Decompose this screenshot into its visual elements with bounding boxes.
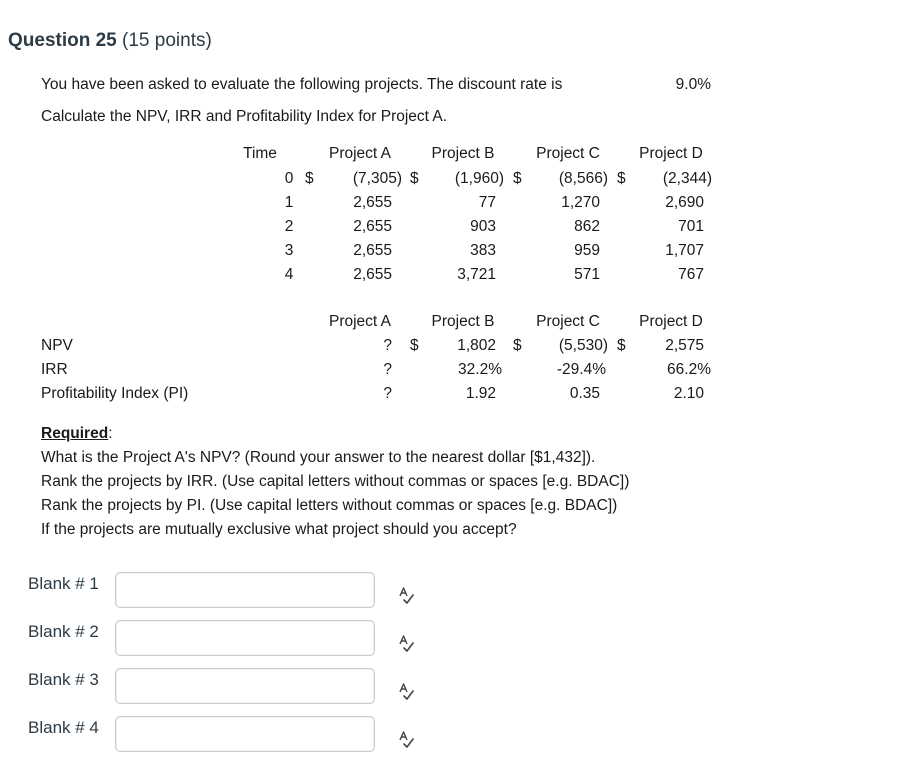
metric-cell: ? xyxy=(383,385,392,402)
cf-cell: 3,721 xyxy=(457,266,496,283)
cf-time: 0 xyxy=(284,170,294,187)
cf-cell: (8,566) xyxy=(558,170,608,187)
cf-header-b: Project B xyxy=(431,145,495,162)
spellcheck-icon[interactable] xyxy=(396,633,416,653)
required-line-4: If the projects are mutually exclusive what project should you accept? xyxy=(41,521,517,538)
metric-cell: ? xyxy=(383,337,392,354)
cf-header-d: Project D xyxy=(639,145,703,162)
blank-input-4[interactable] xyxy=(115,716,375,752)
question-title xyxy=(8,30,212,52)
cf-cell: (1,960) xyxy=(454,170,504,187)
cf-cell: 1,270 xyxy=(561,194,600,211)
question-points: (15 points) xyxy=(122,30,212,51)
required-heading-wrap xyxy=(41,425,113,443)
required-colon: : xyxy=(108,425,113,442)
time-header: Time xyxy=(243,145,277,162)
spellcheck-icon[interactable] xyxy=(396,585,416,605)
cf-cell: (7,305) xyxy=(352,170,402,187)
cf-cell: 701 xyxy=(678,218,704,235)
blank-input-1[interactable] xyxy=(115,572,375,608)
metric-header-b: Project B xyxy=(431,313,495,330)
cf-cell: 2,655 xyxy=(353,194,392,211)
required-line-3: Rank the projects by PI. (Use capital letters without commas or spaces [e.g. BDAC]) xyxy=(41,497,618,514)
question-number: Question 25 xyxy=(8,30,117,51)
required-line-2: Rank the projects by IRR. (Use capital letters without commas or spaces [e.g. BDAC]) xyxy=(41,473,630,490)
blank-input-3[interactable] xyxy=(115,668,375,704)
cf-dollar: $ xyxy=(410,170,419,187)
cf-cell: 2,655 xyxy=(353,242,392,259)
cf-dollar: $ xyxy=(513,170,522,187)
cf-cell: (2,344) xyxy=(662,170,712,187)
metric-label-pi: Profitability Index (PI) xyxy=(41,385,189,402)
cf-cell: 2,690 xyxy=(665,194,704,211)
metric-cell: -29.4% xyxy=(556,361,606,378)
cf-time: 2 xyxy=(284,218,294,235)
cf-cell: 767 xyxy=(678,266,704,283)
spellcheck-icon[interactable] xyxy=(396,729,416,749)
blank-label-1: Blank # 1 xyxy=(28,574,99,593)
cf-time: 3 xyxy=(284,242,294,259)
metric-header-a: Project A xyxy=(328,313,392,330)
discount-rate: 9.0% xyxy=(675,76,711,93)
metric-cell: 0.35 xyxy=(569,385,600,402)
cf-cell: 383 xyxy=(470,242,496,259)
metric-header-d: Project D xyxy=(639,313,703,330)
cf-cell: 571 xyxy=(574,266,600,283)
metric-cell: 2.10 xyxy=(673,385,704,402)
cf-cell: 862 xyxy=(574,218,600,235)
cf-cell: 2,655 xyxy=(353,218,392,235)
required-heading: Required xyxy=(41,425,109,442)
cf-cell: 903 xyxy=(470,218,496,235)
metric-label-irr: IRR xyxy=(41,361,68,378)
cf-dollar: $ xyxy=(305,170,314,187)
intro-line-2: Calculate the NPV, IRR and Profitability Index for Project A. xyxy=(41,108,448,125)
metric-cell: ? xyxy=(383,361,392,378)
metric-cell: 2,575 xyxy=(665,337,704,354)
cf-dollar: $ xyxy=(617,170,626,187)
metric-label-npv: NPV xyxy=(41,337,73,354)
cf-cell: 2,655 xyxy=(353,266,392,283)
intro-line-1: You have been asked to evaluate the following projects. The discount rate is xyxy=(41,76,563,93)
cf-cell: 959 xyxy=(574,242,600,259)
metric-cell: (5,530) xyxy=(558,337,608,354)
cf-header-a: Project A xyxy=(328,145,392,162)
blank-label-2: Blank # 2 xyxy=(28,622,99,641)
metric-dollar: $ xyxy=(513,337,522,354)
spellcheck-icon[interactable] xyxy=(396,681,416,701)
metric-cell: 66.2% xyxy=(667,361,711,378)
cf-time: 1 xyxy=(284,194,294,211)
cf-time: 4 xyxy=(284,266,294,283)
metric-dollar: $ xyxy=(617,337,626,354)
blank-label-4: Blank # 4 xyxy=(28,718,99,737)
cf-cell: 77 xyxy=(478,194,496,211)
blank-label-3: Blank # 3 xyxy=(28,670,99,689)
cf-cell: 1,707 xyxy=(665,242,704,259)
metric-cell: 32.2% xyxy=(458,361,502,378)
required-line-1: What is the Project A's NPV? (Round your answer to the nearest dollar [$1,432]). xyxy=(41,449,596,466)
cf-header-c: Project C xyxy=(536,145,600,162)
metric-cell: 1.92 xyxy=(465,385,496,402)
metric-dollar: $ xyxy=(410,337,419,354)
metric-cell: 1,802 xyxy=(457,337,496,354)
metric-header-c: Project C xyxy=(536,313,600,330)
blank-input-2[interactable] xyxy=(115,620,375,656)
